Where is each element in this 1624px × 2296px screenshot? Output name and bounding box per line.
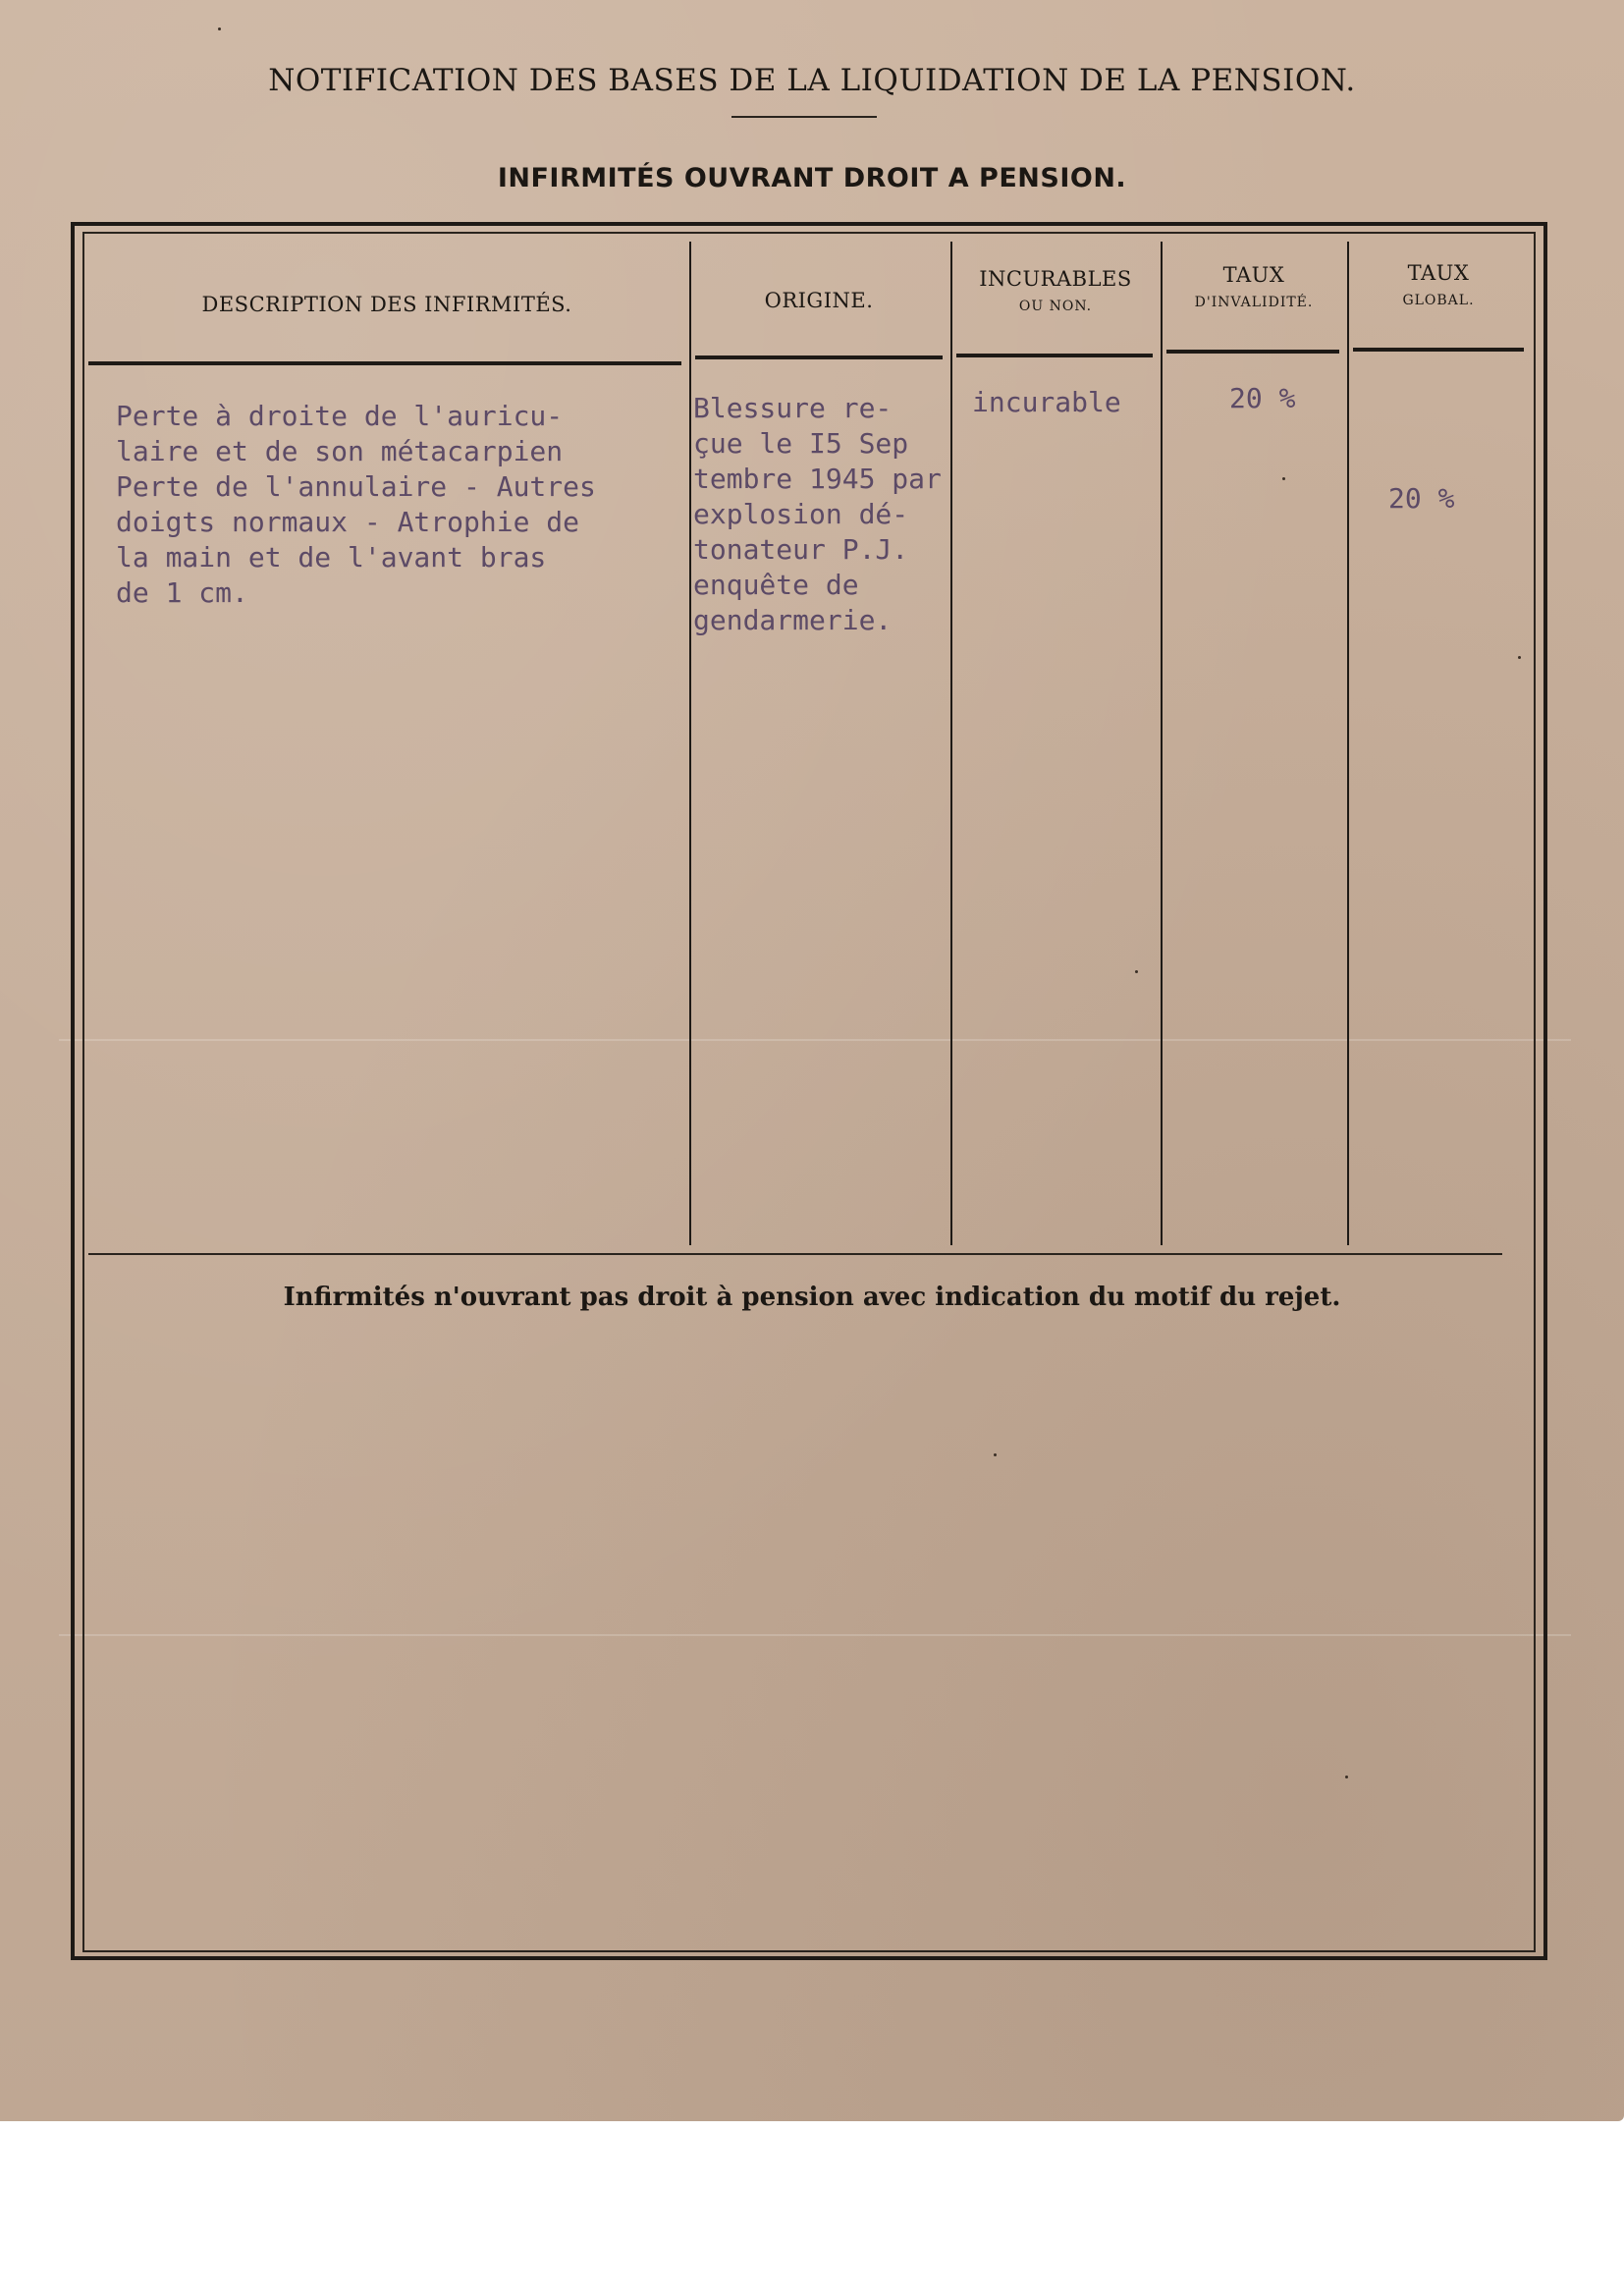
description-line: Perte de l'annulaire - Autres (116, 470, 596, 503)
description-line: la main et de l'avant bras (116, 541, 547, 574)
paper-speck (1282, 477, 1285, 480)
header-rule (1353, 348, 1524, 352)
header-taux-global-line2: GLOBAL. (1402, 293, 1475, 308)
column-divider (689, 242, 691, 1245)
origine-line: gendarmerie. (693, 604, 893, 636)
form-subtitle: INFIRMITÉS OUVRANT DROIT A PENSION. (497, 163, 1127, 193)
paper-speck (1135, 970, 1138, 973)
column-divider (1161, 242, 1163, 1245)
paper-speck (994, 1453, 997, 1456)
form-title: NOTIFICATION DES BASES DE LA LIQUIDATION DE LA PENSION. (268, 63, 1356, 98)
paper-speck (1518, 656, 1521, 659)
cell-description (116, 399, 596, 611)
description-line: doigts normaux - Atrophie de (116, 506, 580, 538)
header-taux-global-line1: TAUX (1407, 261, 1470, 285)
header-incurables (954, 265, 1157, 320)
column-divider (950, 242, 952, 1245)
origine-line: tembre 1945 par (693, 463, 942, 495)
description-line: laire et de son métacarpien (116, 435, 564, 467)
header-rule (695, 355, 943, 359)
description-line: Perte à droite de l'auricu- (116, 400, 564, 432)
header-description: DESCRIPTION DES INFIRMITÉS. (201, 293, 572, 316)
origine-line: enquête de (693, 569, 859, 601)
cell-incurable: incurable (972, 386, 1121, 418)
header-taux-global (1351, 259, 1526, 314)
header-incurables-line1: INCURABLES (979, 267, 1132, 291)
header-origine: ORIGINE. (764, 289, 874, 312)
header-taux-invalidite (1164, 261, 1343, 316)
cell-taux-global: 20 % (1388, 482, 1455, 515)
origine-line: explosion dé- (693, 498, 909, 530)
cell-origine (693, 391, 942, 638)
header-incurables-line2: OU NON. (1018, 299, 1093, 314)
header-taux-invalidite-line1: TAUX (1222, 263, 1285, 287)
header-rule (956, 354, 1153, 357)
cell-taux-invalidite: 20 % (1229, 382, 1296, 414)
header-taux-invalidite-line2: D'INVALIDITÉ. (1194, 295, 1314, 310)
origine-line: tonateur P.J. (693, 533, 909, 566)
column-divider (1347, 242, 1349, 1245)
title-divider (731, 116, 877, 118)
description-line: de 1 cm. (116, 576, 248, 609)
header-rule (1166, 350, 1339, 354)
paper-speck (1345, 1776, 1348, 1778)
section-divider (88, 1253, 1502, 1255)
paper-speck (218, 27, 221, 30)
origine-line: Blessure re- (693, 392, 893, 424)
rejected-infirmities-heading: Infirmités n'ouvrant pas droit à pension avec indication du motif du rejet. (283, 1283, 1341, 1312)
header-rule (88, 361, 681, 365)
origine-line: çue le I5 Sep (693, 427, 909, 460)
